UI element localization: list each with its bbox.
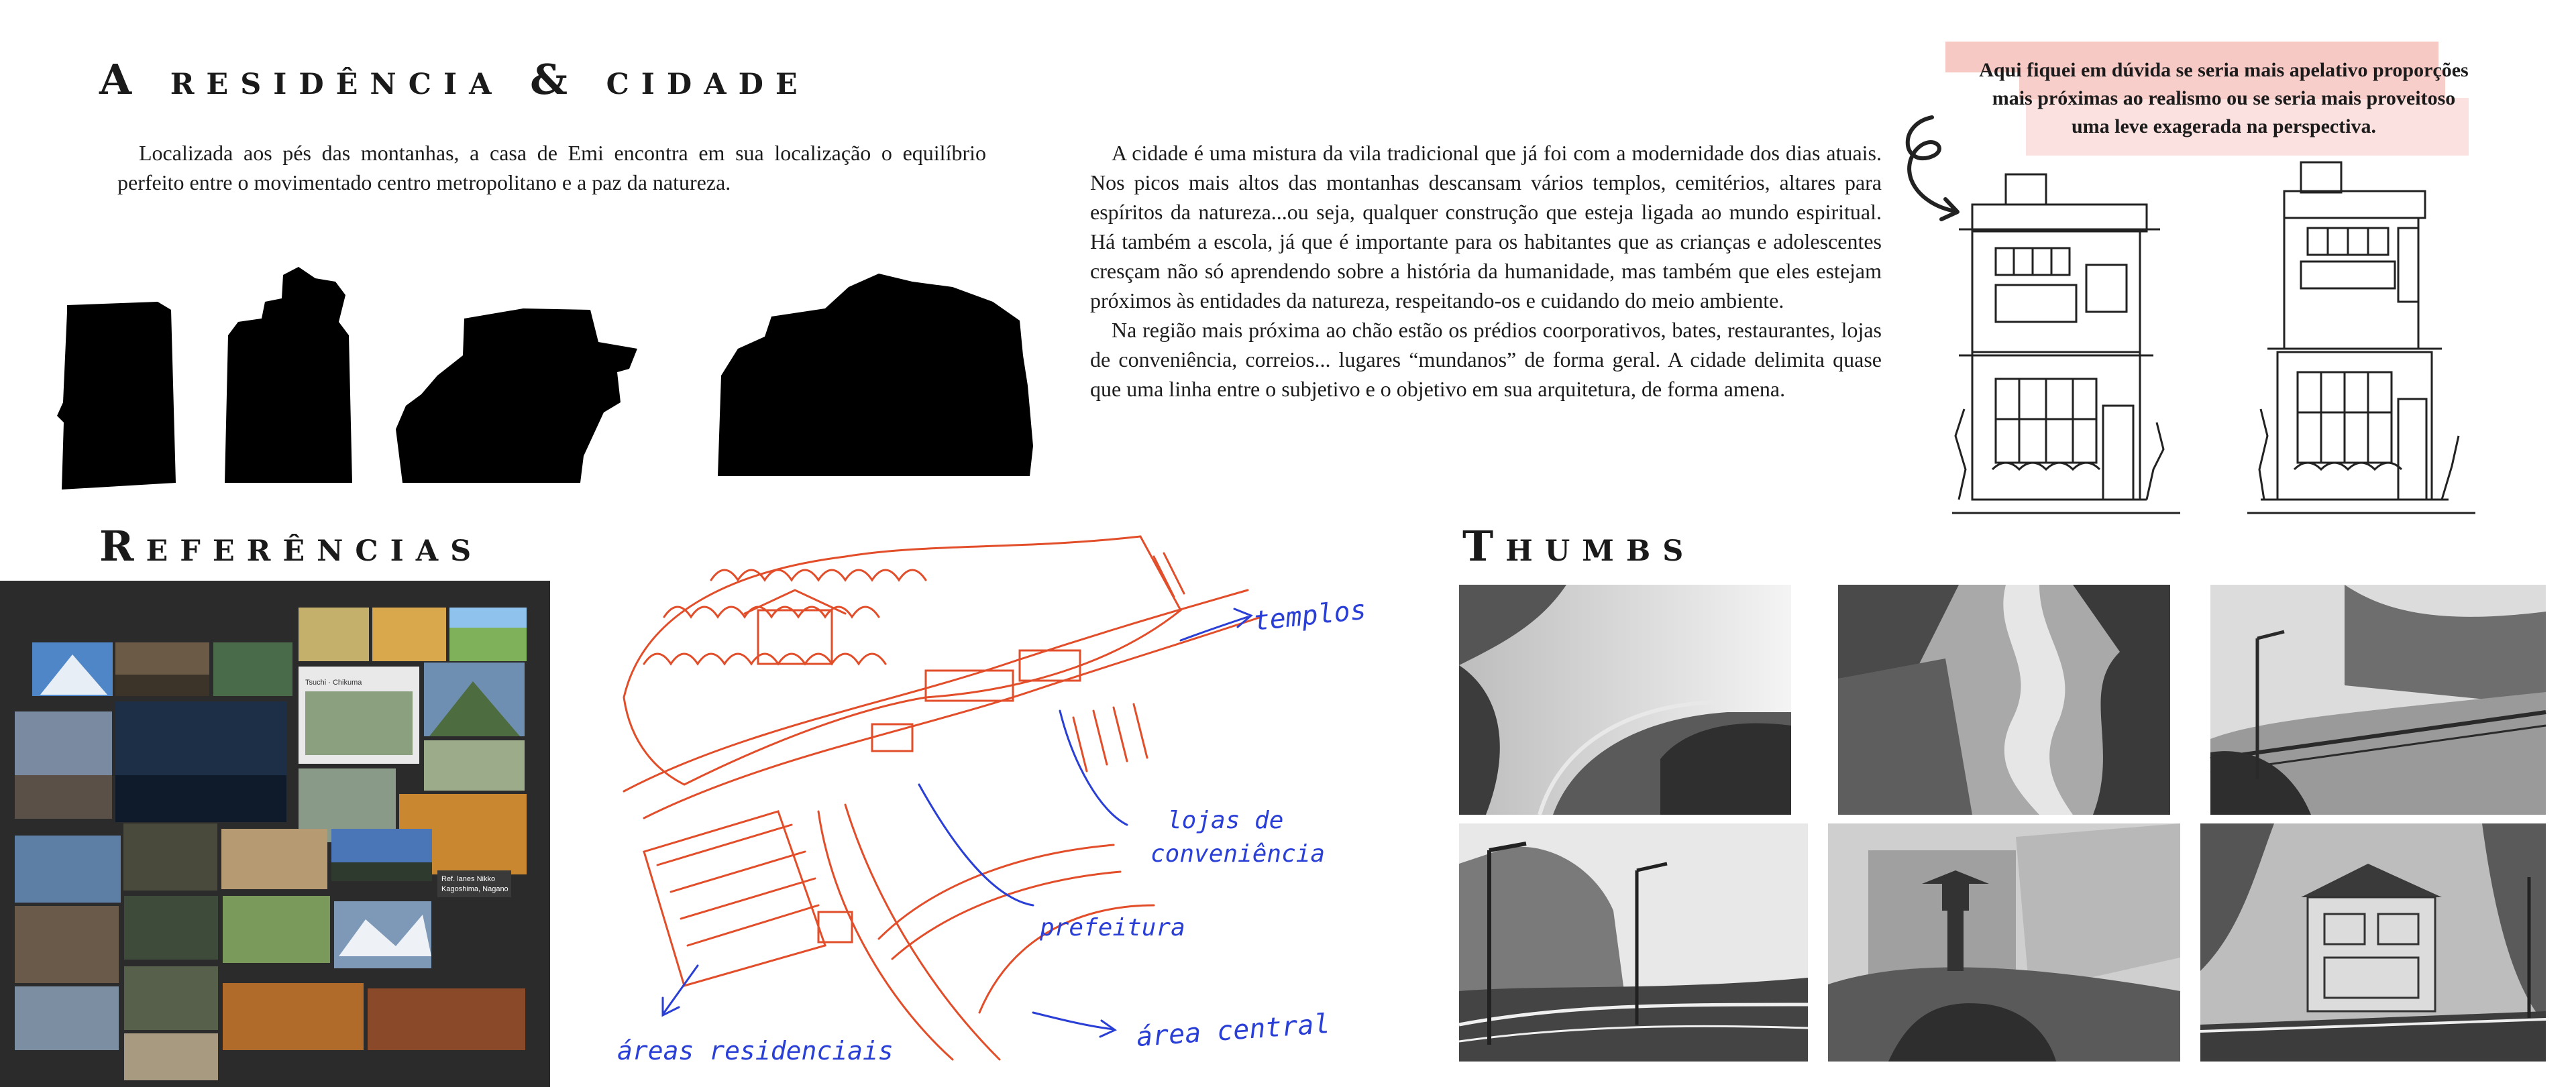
- reference-board: [0, 581, 550, 1087]
- ref-card-title: Tsuchi · Chikuma: [305, 679, 362, 687]
- title-residence-city: A residência & cidade: [99, 55, 810, 104]
- residential-fields: [644, 811, 825, 986]
- label-temples: templos: [1252, 594, 1368, 637]
- thumb-5-stone-lantern: [1828, 823, 2180, 1062]
- design-note: Aqui fiquei em dúvida se seria mais apelativo proporções mais próximas ao realismo ou se seria mais proveitoso uma leve exagerada na perspectiva.: [1979, 59, 2469, 137]
- label-stores-2: conveniência: [1150, 840, 1326, 868]
- ref-photo-train-interior: [299, 608, 369, 661]
- city-paragraph-1: A cidade é uma mistura da vila tradicional que já foi com a modernidade dos dias atuais. Nos picos mais altos das montanhas descansam vários templos, cemitérios, altares para espíritos da natureza...ou seja, qualquer construção que esteja ligada ao mundo espiritual. Há também a escola, já que é importante para os habitantes que as crianças e adolescentes cresçam não só aprendendo sobre a história da humanidade, mas também que eles estejam próximos às entidades da natureza, respeitando-os e cuidando do meio ambiente.: [1090, 141, 1882, 312]
- ref-caption-line1: Ref. lanes Nikko: [441, 875, 496, 883]
- ref-photo-woman-forest: [424, 740, 525, 791]
- building-silhouettes: [54, 262, 1046, 496]
- ref-photo-old-street: [15, 906, 119, 983]
- ref-caption-line2: Kagoshima, Nagano: [441, 885, 508, 893]
- silhouette-traditional-house: [718, 274, 1033, 476]
- silhouette-narrow-building: [225, 267, 352, 483]
- thumb-2-winding-road: [1838, 585, 2170, 815]
- ref-photo-alley: [123, 823, 217, 891]
- label-central: área central: [1135, 1008, 1331, 1053]
- ref-photo-sunset-figure: [372, 608, 446, 661]
- ref-photo-town-corner: [124, 1033, 218, 1080]
- line-city-hall: [919, 785, 1033, 905]
- ref-photo-stairs: [124, 896, 218, 960]
- ref-photo-ryokan: [221, 829, 327, 889]
- line-stores: [1060, 711, 1127, 825]
- reference-collage: [0, 581, 550, 1087]
- house-sketch-right: [2227, 154, 2496, 516]
- city-paragraph-2: Na região mais próxima ao chão estão os prédios coorporativos, bates, restaurantes, lojas de conveniência, correios... lugares “mundanos” de forma geral. A cidade delimita quase que uma linha entre o subjetivo e o objetivo em sua arquitetura, de forma amena.: [1090, 318, 1882, 401]
- thumb-1-bridge: [1459, 585, 1791, 815]
- city-text-block: [1090, 138, 1882, 404]
- road-central: [818, 811, 953, 1060]
- title-references: Referências: [99, 522, 484, 571]
- intro-paragraph: Localizada aos pés das montanhas, a casa de Emi encontra em sua localização o equilíbrio perfeito entre o movimentado centro metropolitano e a paz da natureza.: [117, 141, 986, 194]
- thumb-4-lamps-road: [1459, 823, 1808, 1062]
- house-sketch-left: [1932, 154, 2200, 516]
- ref-photo-garden-house: [223, 896, 330, 963]
- ref-photo-winding-road: [368, 988, 525, 1050]
- ref-photo-rail-town: [15, 986, 119, 1050]
- label-city-hall: prefeitura: [1040, 914, 1185, 941]
- ref-photo-shrine: [213, 642, 292, 696]
- ref-photo-path: [124, 966, 218, 1030]
- label-residential: áreas residenciais: [617, 1036, 894, 1066]
- intro-text-block: [117, 138, 986, 197]
- silhouette-tall-house: [57, 302, 176, 490]
- thumb-3-street-lamp: [2210, 585, 2546, 815]
- road-to-temples: [624, 590, 1248, 791]
- ref-photo-autumn-hills: [223, 983, 364, 1050]
- ref-photo-ferris-wheel: [15, 836, 121, 903]
- city-map-sketch: [604, 530, 1368, 1080]
- tree-mass: [624, 536, 1181, 785]
- thumb-6-house-street: [2200, 823, 2546, 1062]
- arrow-temples: [1181, 617, 1248, 640]
- label-stores-1: lojas de: [1167, 807, 1284, 834]
- title-thumbs: Thumbs: [1462, 522, 1696, 571]
- silhouette-leafy-house: [396, 308, 637, 483]
